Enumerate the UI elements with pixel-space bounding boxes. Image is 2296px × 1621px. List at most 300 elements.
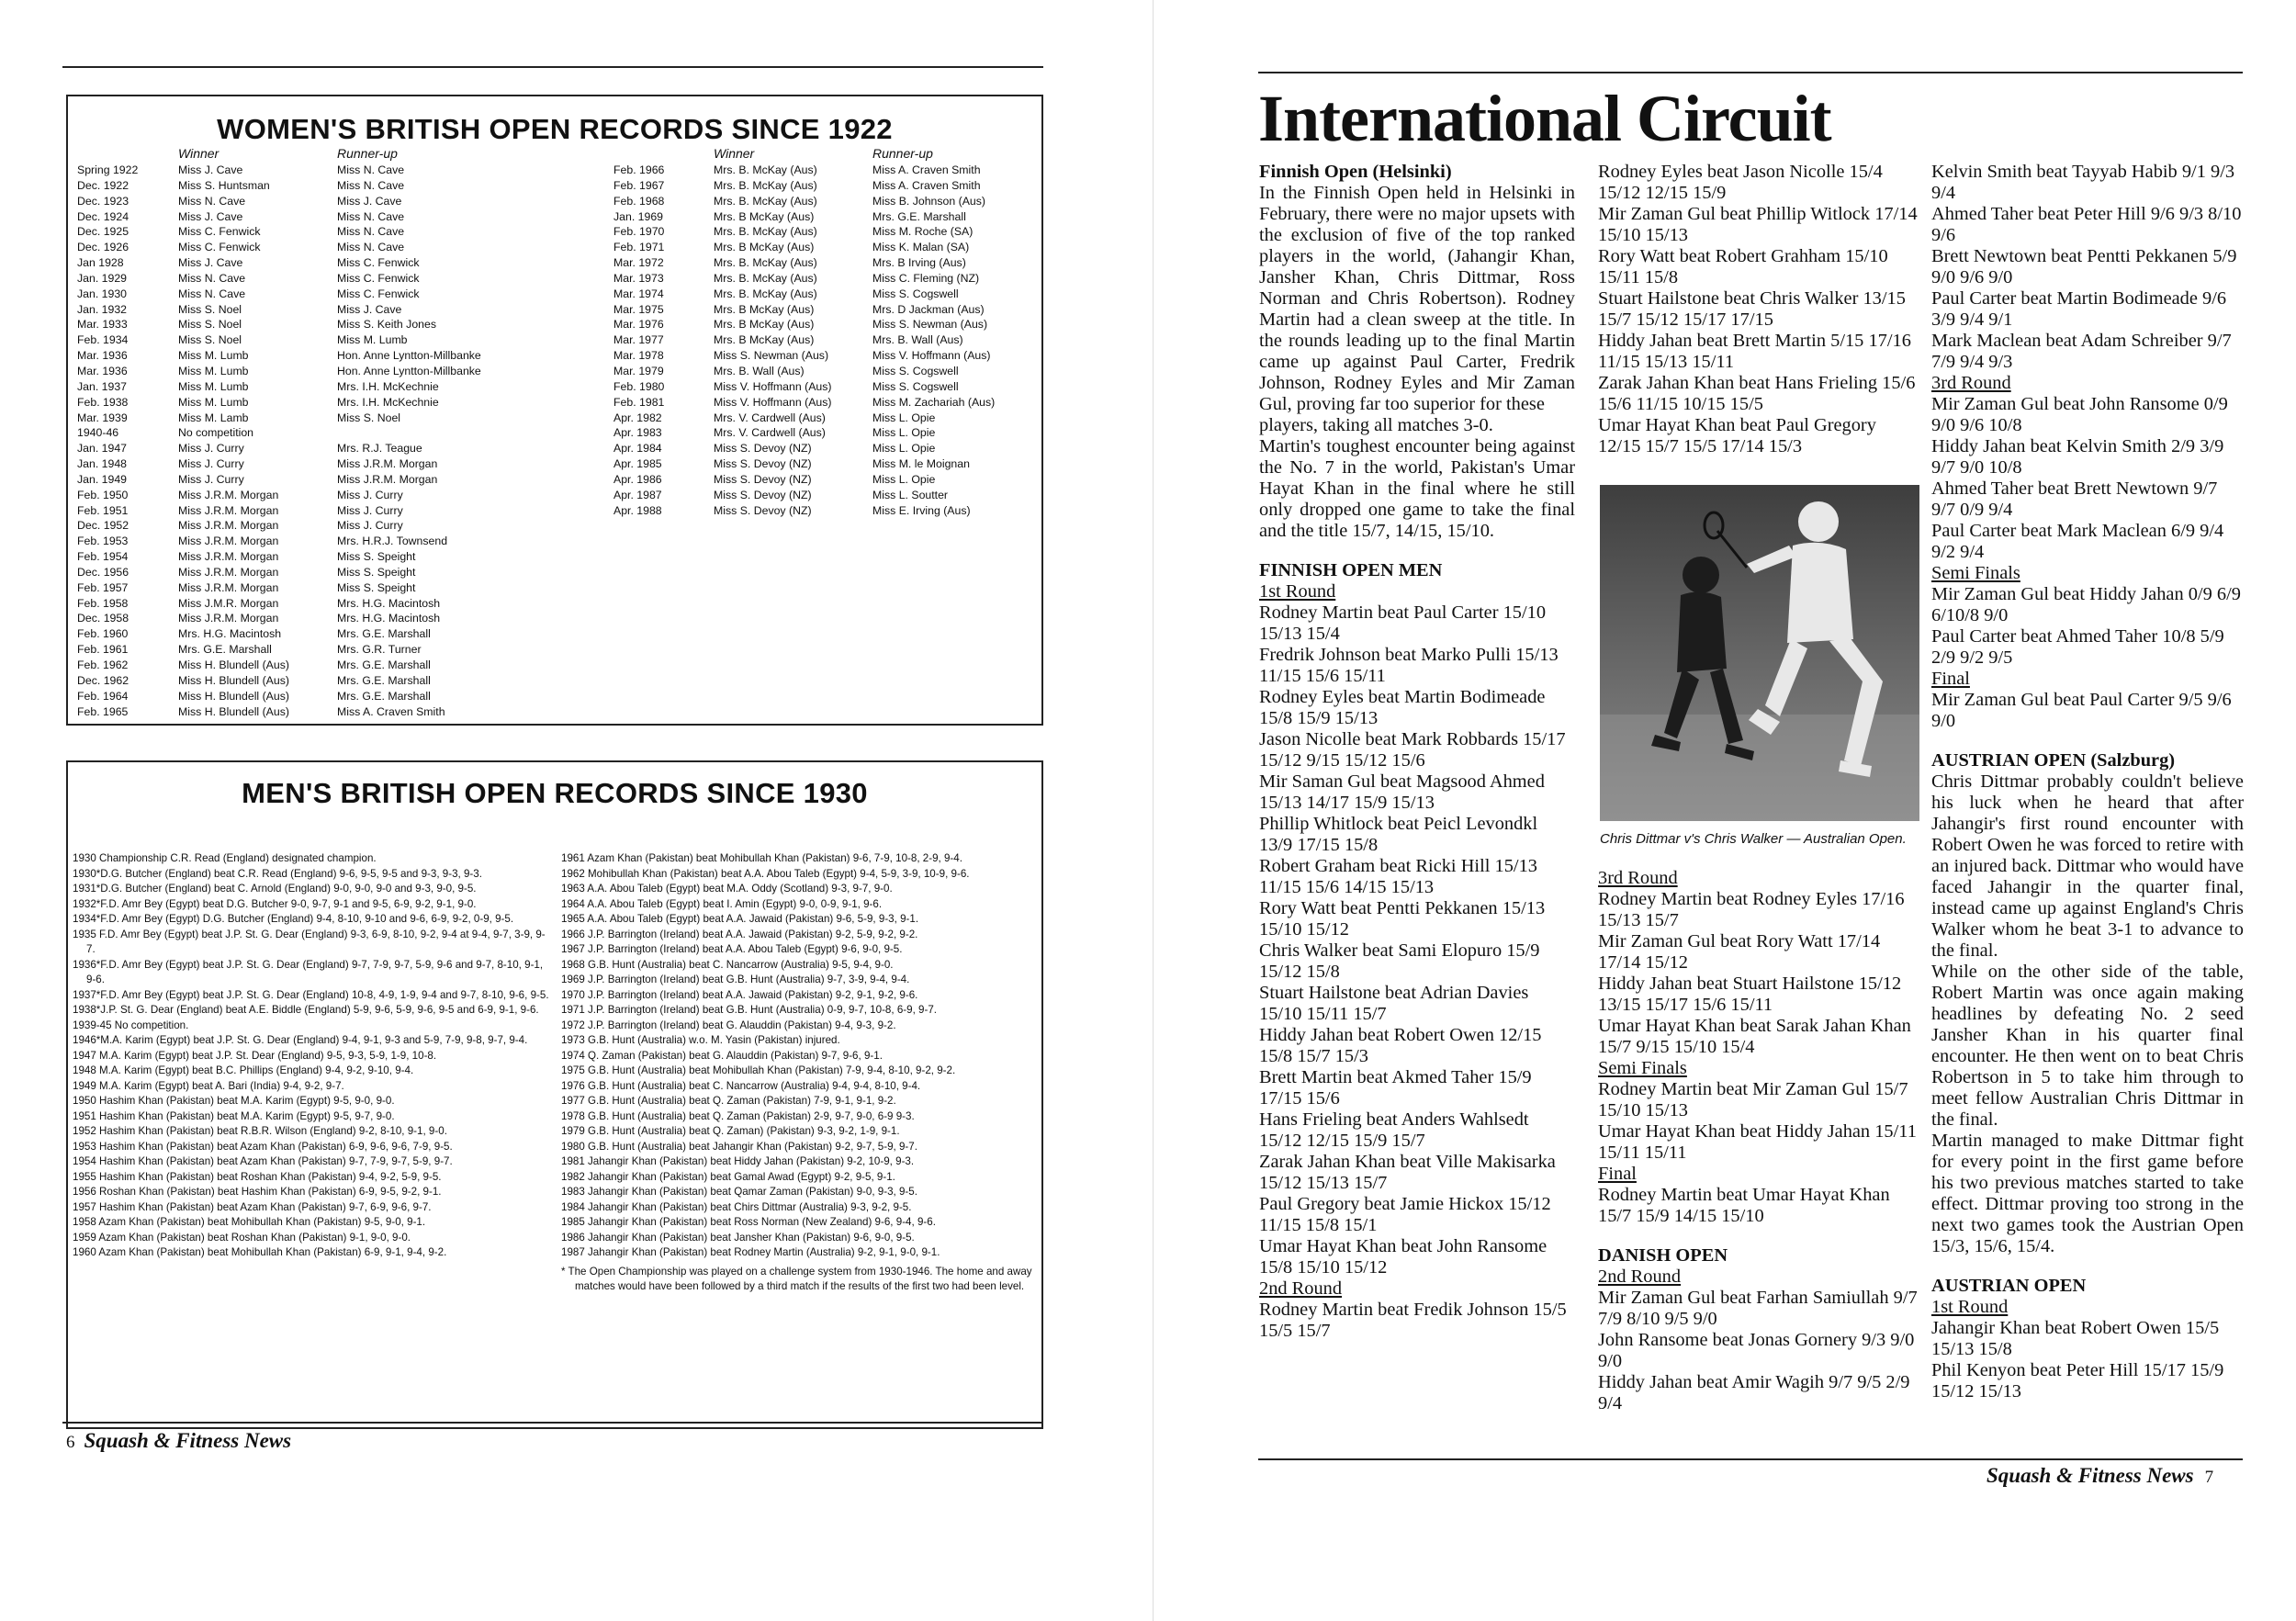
womens-record-row (77, 611, 555, 626)
womens-record-row (77, 224, 555, 240)
article-paragraph: In the Finnish Open held in Helsinki in February, there were no major upsets with the exclusion of five of the top ranked players in the world, (Jahangir Khan, Jansher Khan, Chris Dittmar, Ross Norman and Chris Robertson). Rodney Martin had a clean sweep at the title. In the rounds leading up to the final Martin came up against Paul Carter, Fredrik Johnson, Rodney Eyles and Mir Zaman Gul, proving far too superior for these (1259, 183, 1575, 414)
record-winner: Miss J.R.M. Morgan (178, 550, 279, 564)
record-winner: Miss S. Devoy (NZ) (714, 472, 812, 486)
match-result: Hiddy Jahan beat Kelvin Smith 2/9 3/9 9/7 9/0 10/8 (1931, 436, 2224, 478)
mens-record-entry: 1984 Jahangir Khan (Pakistan) beat Chirs Dittmar (Australia) 9-3, 9-2, 9-5. (561, 1200, 912, 1213)
record-date: Feb. 1951 (77, 503, 129, 517)
record-runnerup: Mrs. H.R.J. Townsend (337, 535, 448, 548)
match-result: Rory Watt beat Pentti Pekkanen 15/13 15/10 15/12 (1259, 898, 1546, 940)
womens-record-row (613, 364, 1036, 379)
round-heading: 1st Round (1259, 581, 1336, 602)
match-result: Rory Watt beat Robert Grahham 15/10 15/11 15/8 (1598, 246, 1888, 287)
mens-record-entry: 1968 G.B. Hunt (Australia) beat C. Nancarrow (Australia) 9-5, 9-4, 9-0. (561, 958, 894, 971)
record-date: Dec. 1956 (77, 565, 129, 579)
article-column-3 (1931, 162, 2244, 1402)
record-runnerup: Miss M. Roche (SA) (872, 225, 974, 239)
record-winner: Mrs. B. McKay (Aus) (714, 194, 817, 208)
record-date: Mar. 1939 (77, 411, 128, 424)
record-runnerup: Miss J. Cave (337, 194, 402, 208)
record-runnerup: Miss N. Cave (337, 241, 405, 254)
match-result: Hiddy Jahan beat Brett Martin 5/15 17/16 11/15 15/13 15/11 (1598, 331, 1911, 372)
record-runnerup: Mrs. G.E. Marshall (337, 673, 431, 687)
record-runnerup: Mrs. I.H. McKechnie (337, 379, 439, 393)
mens-record-entry: 1960 Azam Khan (Pakistan) beat Mohibullah Khan (Pakistan) 6-9, 9-1, 9-4, 9-2. (73, 1246, 447, 1258)
record-winner: Miss S. Newman (Aus) (714, 349, 829, 363)
match-result: Hans Frieling beat Anders Wahlsedt 15/12 12/15 15/9 15/7 (1259, 1109, 1529, 1151)
womens-record-row (77, 488, 555, 503)
record-winner: Miss S. Noel (178, 318, 242, 332)
record-date: Mar. 1978 (613, 349, 664, 363)
record-date: Dec. 1962 (77, 673, 129, 687)
match-result: Jason Nicolle beat Mark Robbards 15/17 15/12 9/15 15/12 15/6 (1259, 729, 1566, 771)
record-winner: Miss J. Curry (178, 442, 244, 456)
record-date: Feb. 1964 (77, 689, 129, 703)
record-winner: Miss S. Devoy (NZ) (714, 457, 812, 471)
section-spacer (1931, 732, 2244, 750)
match-result: Umar Hayat Khan beat Sarak Jahan Khan 15/7 9/15 15/10 15/4 (1598, 1016, 1911, 1057)
match-result: Umar Hayat Khan beat Hiddy Jahan 15/11 15/11 15/11 (1598, 1121, 1917, 1163)
record-date: Dec. 1925 (77, 225, 129, 239)
record-winner: Miss J. Cave (178, 163, 243, 176)
mens-record-entry: 1971 J.P. Barrington (Ireland) beat G.B. Hunt (Australia) 0-9, 9-7, 10-8, 6-9, 9-7. (561, 1004, 937, 1016)
record-runnerup: Miss S. Speight (337, 565, 416, 579)
match-result: Rodney Martin beat Fredik Johnson 15/5 15/5 15/7 (1259, 1300, 1567, 1341)
record-winner: Miss S. Noel (178, 302, 242, 316)
runnerup-heading-left: Runner-up (337, 146, 398, 161)
record-runnerup: Miss J. Curry (337, 503, 403, 517)
record-date: Dec. 1923 (77, 194, 129, 208)
womens-record-row (613, 178, 1036, 194)
record-winner: Miss J.R.M. Morgan (178, 535, 279, 548)
section-heading: Finnish Open (Helsinki) (1259, 162, 1452, 182)
womens-record-row (77, 456, 555, 472)
record-date: Feb. 1958 (77, 596, 129, 610)
match-result: Mir Zaman Gul beat John Ransome 0/9 9/0 9/6 10/8 (1931, 394, 2228, 435)
record-winner: No competition (178, 426, 254, 440)
womens-record-row (613, 317, 1036, 332)
round-heading: 1st Round (1931, 1297, 2009, 1317)
record-winner: Miss H. Blundell (Aus) (178, 659, 289, 671)
womens-record-row (77, 472, 555, 488)
womens-record-row (77, 689, 555, 704)
record-runnerup: Hon. Anne Lyntton-Millbanke (337, 364, 481, 377)
record-date: Feb. 1934 (77, 333, 129, 347)
womens-record-row (77, 425, 555, 441)
record-date: Mar. 1975 (613, 302, 664, 316)
match-result: Brett Martin beat Akmed Taher 15/9 17/15 15/6 (1259, 1067, 1532, 1109)
match-result: Rodney Martin beat Umar Hayat Khan 15/7 15/9 14/15 15/10 (1598, 1185, 1890, 1226)
record-date: Feb. 1962 (77, 659, 129, 671)
page-number-right: 7 (2204, 1468, 2214, 1487)
record-winner: Miss C. Fenwick (178, 225, 261, 239)
mens-record-entry: 1966 J.P. Barrington (Ireland) beat A.A. Jawaid (Pakistan) 9-2, 5-9, 9-2, 9-2. (561, 928, 918, 940)
record-date: Apr. 1986 (613, 472, 662, 486)
record-date: Mar. 1977 (613, 333, 664, 347)
record-date: Feb. 1938 (77, 395, 129, 409)
womens-record-row (77, 317, 555, 332)
bottom-rule-left (62, 1422, 1043, 1424)
mens-record-entry: 1936*F.D. Amr Bey (Egypt) beat J.P. St. G. Dear (England) 9-7, 7-9, 9-7, 5-9, 9-6 and 9-7, 8-10, 9-1, 9-6. (73, 958, 544, 985)
round-heading: Final (1931, 669, 1970, 689)
womens-record-row (613, 425, 1036, 441)
mens-record-entry: 1947 M.A. Karim (Egypt) beat J.P. St. Dear (England) 9-5, 9-3, 5-9, 1-9, 10-8. (73, 1049, 437, 1062)
record-runnerup: Mrs. H.G. Macintosh (337, 596, 441, 610)
record-runnerup: Miss M. Zachariah (Aus) (872, 395, 996, 409)
mens-record-entry: 1974 Q. Zaman (Pakistan) beat G. Alauddin (Pakistan) 9-7, 9-6, 9-1. (561, 1049, 883, 1062)
match-result: Stuart Hailstone beat Adrian Davies 15/10 15/11 15/7 (1259, 983, 1529, 1024)
mens-record-entry: 1950 Hashim Khan (Pakistan) beat M.A. Karim (Egypt) 9-5, 9-0, 9-0. (73, 1095, 395, 1107)
record-date: Dec. 1952 (77, 519, 129, 533)
article-paragraph: players, taking all matches 3-0. (1259, 415, 1493, 435)
record-winner: Miss S. Devoy (NZ) (714, 503, 812, 517)
womens-record-row (77, 580, 555, 596)
mens-record-entry: 1972 J.P. Barrington (Ireland) beat G. Alauddin (Pakistan) 9-4, 9-3, 9-2. (561, 1019, 896, 1031)
record-date: Feb. 1971 (613, 241, 665, 254)
record-winner: Mrs. B McKay (Aus) (714, 333, 815, 347)
match-result: John Ransome beat Jonas Gornery 9/3 9/0 9/0 (1598, 1330, 1915, 1371)
publication-name-right: Squash & Fitness News (1986, 1464, 2194, 1487)
record-runnerup: Miss C. Fenwick (337, 256, 420, 270)
match-result: Jahangir Khan beat Robert Owen 15/5 15/13 15/8 (1931, 1318, 2220, 1359)
mens-record-entry: 1959 Azam Khan (Pakistan) beat Roshan Khan (Pakistan) 9-1, 9-0, 9-0. (73, 1231, 411, 1244)
record-runnerup: Miss A. Craven Smith (337, 704, 445, 718)
round-heading: 2nd Round (1259, 1278, 1343, 1299)
mens-record-entry: 1980 G.B. Hunt (Australia) beat Jahangir Khan (Pakistan) 9-2, 9-7, 5-9, 9-7. (561, 1140, 917, 1153)
record-runnerup: Miss A. Craven Smith (872, 178, 981, 192)
section-heading: FINNISH OPEN MEN (1259, 560, 1443, 580)
record-runnerup: Miss L. Opie (872, 472, 936, 486)
womens-record-row (613, 194, 1036, 209)
womens-record-row (613, 163, 1036, 178)
match-result: Paul Gregory beat Jamie Hickox 15/12 11/15 15/8 15/1 (1259, 1194, 1551, 1235)
womens-record-row (77, 658, 555, 673)
article-column-2-lower (1598, 868, 1921, 1414)
record-date: Mar. 1973 (613, 271, 664, 285)
womens-record-row (613, 240, 1036, 255)
section-spacer (1931, 1257, 2244, 1276)
match-result: Rodney Martin beat Rodney Eyles 17/16 15/13 15/7 (1598, 889, 1905, 930)
record-runnerup: Miss M. Lumb (337, 333, 408, 347)
page-number-left: 6 (66, 1433, 75, 1452)
mens-record-entry: 1963 A.A. Abou Taleb (Egypt) beat M.A. Oddy (Scotland) 9-3, 9-7, 9-0. (561, 883, 893, 895)
winner-heading-right: Winner (714, 146, 755, 161)
record-winner: Miss J.R.M. Morgan (178, 488, 279, 501)
record-date: Mar. 1972 (613, 256, 664, 270)
record-runnerup: Miss E. Irving (Aus) (872, 503, 971, 517)
match-result: Fredrik Johnson beat Marko Pulli 15/13 11/15 15/6 15/11 (1259, 645, 1559, 686)
record-winner: Mrs. B. McKay (Aus) (714, 287, 817, 300)
womens-record-row (77, 240, 555, 255)
womens-record-row (613, 503, 1036, 519)
record-winner: Mrs. V. Cardwell (Aus) (714, 426, 826, 440)
record-winner: Miss J.R.M. Morgan (178, 519, 279, 533)
record-winner: Mrs. B McKay (Aus) (714, 302, 815, 316)
round-heading: 3rd Round (1931, 373, 2011, 393)
record-winner: Miss J.R.M. Morgan (178, 612, 279, 625)
mens-record-entry: 1930*D.G. Butcher (England) beat C.R. Read (England) 9-6, 9-5, 9-5 and 9-3, 9-3, 9-3. (73, 867, 482, 880)
record-date: Feb. 1960 (77, 627, 129, 641)
match-result: Rodney Martin beat Mir Zaman Gul 15/7 15/10 15/13 (1598, 1079, 1908, 1120)
mens-record-entry: 1935 F.D. Amr Bey (Egypt) beat J.P. St. G. Dear (England) 9-3, 6-9, 8-10, 9-2, 9-4 at 9-4, 9-7, 3-9, 9-7. (73, 928, 546, 955)
record-date: Spring 1922 (77, 163, 139, 176)
record-runnerup: Mrs. H.G. Macintosh (337, 612, 441, 625)
record-date: Dec. 1926 (77, 241, 129, 254)
record-runnerup: Mrs. G.R. Turner (337, 643, 422, 657)
womens-record-row (613, 348, 1036, 364)
record-date: Dec. 1958 (77, 612, 129, 625)
mens-records-footnote: * The Open Championship was played on a challenge system from 1930-1946. The home and away matches would have been followed by a third match if the results of the first two had been level. (561, 1265, 1032, 1292)
match-result: Umar Hayat Khan beat Paul Gregory 12/15 15/7 15/5 17/14 15/3 (1598, 415, 1876, 456)
record-winner: Miss M. Lumb (178, 364, 249, 377)
record-date: Jan. 1937 (77, 379, 128, 393)
round-heading: 3rd Round (1598, 868, 1678, 888)
record-date: Jan. 1949 (77, 472, 128, 486)
page-gutter (1153, 0, 1154, 1621)
match-result: Umar Hayat Khan beat John Ransome 15/8 15/10 15/12 (1259, 1236, 1548, 1278)
womens-record-row (77, 642, 555, 658)
mens-record-entry: 1983 Jahangir Khan (Pakistan) beat Qamar Zaman (Pakistan) 9-0, 9-3, 9-5. (561, 1186, 917, 1198)
mens-record-entry: 1979 G.B. Hunt (Australia) beat Q. Zaman) (Pakistan) 9-3, 9-2, 1-9, 9-1. (561, 1125, 900, 1137)
match-result: Paul Carter beat Martin Bodimeade 9/6 3/9 9/4 9/1 (1931, 288, 2227, 330)
match-result: Ahmed Taher beat Peter Hill 9/6 9/3 8/10 9/6 (1931, 204, 2242, 245)
womens-record-row (77, 549, 555, 565)
record-winner: Miss J.M.R. Morgan (178, 596, 279, 610)
mens-record-entry: 1967 J.P. Barrington (Ireland) beat A.A. Abou Taleb (Egypt) 9-6, 9-0, 9-5. (561, 943, 903, 955)
record-date: Feb. 1965 (77, 704, 129, 718)
record-winner: Miss J.R.M. Morgan (178, 565, 279, 579)
mens-record-entry: 1976 G.B. Hunt (Australia) beat C. Nancarrow (Australia) 9-4, 9-4, 8-10, 9-4. (561, 1079, 921, 1092)
womens-record-row (77, 626, 555, 642)
mens-records-list-right (561, 851, 1039, 1295)
mens-record-entry: 1970 J.P. Barrington (Ireland) beat A.A. Jawaid (Pakistan) 9-2, 9-1, 9-2, 9-6. (561, 988, 918, 1001)
footer-left (66, 1429, 291, 1453)
match-result: Rodney Martin beat Paul Carter 15/10 15/13 15/4 (1259, 602, 1547, 644)
section-spacer (1259, 542, 1575, 560)
mens-record-entry: 1969 J.P. Barrington (Ireland) beat G.B. Hunt (Australia) 9-7, 3-9, 9-4, 9-4. (561, 974, 910, 985)
record-runnerup: Hon. Anne Lyntton-Millbanke (337, 349, 481, 363)
womens-record-row (77, 255, 555, 271)
record-date: Apr. 1983 (613, 426, 662, 440)
record-winner: Miss S. Huntsman (178, 178, 270, 192)
record-runnerup: Mrs. G.E. Marshall (337, 689, 431, 703)
match-result: Mir Zaman Gul beat Farhan Samiullah 9/7 7/9 8/10 9/5 9/0 (1598, 1288, 1918, 1329)
article-paragraph: Chris Dittmar probably couldn't believe his luck when he heard that after Jahangir's first round encounter with Robert Owen he was forced to retire with an injured back. Dittmar who would have faced Jahangir in the quarter final, instead came up against England's Chris Walker whom he beat 3-1 to advance to the final. (1931, 771, 2244, 961)
record-winner: Mrs. B. Wall (Aus) (714, 364, 805, 377)
mens-record-entry: 1955 Hashim Khan (Pakistan) beat Roshan Khan (Pakistan) 9-4, 9-2, 5-9, 9-5. (73, 1170, 442, 1183)
womens-record-row (613, 379, 1036, 395)
mens-record-entry: 1952 Hashim Khan (Pakistan) beat R.B.R. Wilson (England) 9-2, 8-10, 9-1, 9-0. (73, 1125, 447, 1137)
womens-record-row (77, 209, 555, 225)
record-winner: Miss J.R.M. Morgan (178, 503, 279, 517)
record-runnerup: Mrs. B. Wall (Aus) (872, 333, 963, 347)
record-winner: Miss H. Blundell (Aus) (178, 689, 289, 703)
record-runnerup: Miss S. Speight (337, 580, 416, 594)
record-runnerup: Mrs. G.E. Marshall (337, 659, 431, 671)
record-winner: Miss S. Devoy (NZ) (714, 488, 812, 501)
mens-record-entry: 1957 Hashim Khan (Pakistan) beat Azam Khan (Pakistan) 9-7, 6-9, 9-6, 9-7. (73, 1200, 432, 1213)
record-winner: Mrs. B. McKay (Aus) (714, 271, 817, 285)
mens-record-entry: 1946*M.A. Karim (Egypt) beat J.P. St. G. Dear (England) 9-4, 9-1, 9-3 and 5-9, 7-9, 9-8, 9-7, 9-4. (73, 1034, 528, 1046)
womens-record-row (77, 704, 555, 720)
record-date: Feb. 1970 (613, 225, 665, 239)
record-runnerup: Miss B. Johnson (Aus) (872, 194, 986, 208)
record-runnerup: Mrs. B Irving (Aus) (872, 256, 966, 270)
record-date: Feb. 1968 (613, 194, 665, 208)
match-result: Zarak Jahan Khan beat Ville Makisarka 15/12 15/13 15/7 (1259, 1152, 1556, 1193)
mens-record-entry: 1961 Azam Khan (Pakistan) beat Mohibullah Khan (Pakistan) 9-6, 7-9, 10-8, 2-9, 9-4. (561, 852, 962, 864)
womens-record-row (77, 194, 555, 209)
mens-record-entry: 1949 M.A. Karim (Egypt) beat A. Bari (India) 9-4, 9-2, 9-7. (73, 1079, 344, 1092)
match-result: Mir Zaman Gul beat Paul Carter 9/5 9/6 9/0 (1931, 690, 2232, 731)
record-runnerup: Miss M. le Moignan (872, 457, 970, 471)
section-heading: AUSTRIAN OPEN (Salzburg) (1931, 750, 2176, 771)
record-runnerup: Mrs. D Jackman (Aus) (872, 302, 985, 316)
section-spacer (1598, 1227, 1921, 1245)
womens-record-row (77, 503, 555, 519)
section-heading: DANISH OPEN (1598, 1245, 1728, 1266)
record-winner: Miss N. Cave (178, 271, 246, 285)
match-result: Mir Zaman Gul beat Rory Watt 17/14 17/14 15/12 (1598, 931, 1881, 973)
womens-records-table-right (613, 163, 1036, 518)
mens-record-entry: 1953 Hashim Khan (Pakistan) beat Azam Khan (Pakistan) 6-9, 9-6, 9-6, 7-9, 9-5. (73, 1140, 453, 1153)
record-runnerup: Miss N. Cave (337, 163, 405, 176)
mens-record-entry: 1982 Jahangir Khan (Pakistan) beat Gamal Awad (Egypt) 9-2, 9-5, 9-1. (561, 1170, 895, 1183)
mens-record-entry: 1938*J.P. St. G. Dear (England) beat A.E. Biddle (England) 5-9, 9-6, 5-9, 9-6, 9-5 and 6-9, 9-1, 9-6. (73, 1004, 539, 1016)
record-date: Jan. 1929 (77, 271, 128, 285)
mens-records-box (66, 760, 1043, 1429)
record-runnerup: Miss N. Cave (337, 178, 405, 192)
match-photo (1600, 485, 1919, 821)
record-winner: Miss J. Curry (178, 472, 244, 486)
mens-record-entry: 1987 Jahangir Khan (Pakistan) beat Rodney Martin (Australia) 9-2, 9-1, 9-0, 9-1. (561, 1246, 940, 1258)
record-runnerup: Mrs. R.J. Teague (337, 442, 422, 456)
record-winner: Miss M. Lumb (178, 395, 249, 409)
record-runnerup: Miss N. Cave (337, 225, 405, 239)
match-result: Rodney Eyles beat Martin Bodimeade 15/8 15/9 15/13 (1259, 687, 1546, 728)
record-runnerup: Miss L. Opie (872, 442, 936, 456)
record-winner: Mrs. B McKay (Aus) (714, 209, 815, 223)
record-runnerup: Miss J.R.M. Morgan (337, 472, 438, 486)
mens-record-entry: 1956 Roshan Khan (Pakistan) beat Hashim Khan (Pakistan) 6-9, 9-5, 9-2, 9-1. (73, 1186, 442, 1198)
record-runnerup: Miss S. Noel (337, 411, 401, 424)
mens-record-entry: 1934*F.D. Amr Bey (Egypt) D.G. Butcher (England) 9-4, 8-10, 9-10 and 9-6, 6-9, 9-2, 0-9, 9-5. (73, 913, 514, 925)
womens-record-row (77, 271, 555, 287)
mens-record-entry: 1937*F.D. Amr Bey (Egypt) beat J.P. St. G. Dear (England) 10-8, 4-9, 1-9, 9-4 and 9-7, 8-10, 9-6, 9-5. (73, 988, 549, 1001)
mens-record-entry: 1978 G.B. Hunt (Australia) beat Q. Zaman (Pakistan) 2-9, 9-7, 9-0, 6-9 9-3. (561, 1109, 915, 1122)
record-date: Apr. 1982 (613, 411, 662, 424)
record-winner: Mrs. B McKay (Aus) (714, 241, 815, 254)
record-winner: Miss M. Lamb (178, 411, 249, 424)
match-result: Hiddy Jahan beat Amir Wagih 9/7 9/5 2/9 9/4 (1598, 1372, 1910, 1413)
record-winner: Mrs. H.G. Macintosh (178, 627, 282, 641)
record-runnerup: Mrs. G.E. Marshall (872, 209, 966, 223)
match-result: Robert Graham beat Ricki Hill 15/13 11/15 15/6 14/15 15/13 (1259, 856, 1537, 897)
record-date: Apr. 1987 (613, 488, 662, 501)
record-runnerup: Miss A. Craven Smith (872, 163, 981, 176)
mens-record-entry: 1962 Mohibullah Khan (Pakistan) beat A.A. Abou Taleb (Egypt) 9-4, 5-9, 3-9, 10-9, 9-6. (561, 867, 970, 880)
record-runnerup: Miss J. Curry (337, 488, 403, 501)
match-result: Chris Walker beat Sami Elopuro 15/9 15/12 15/8 (1259, 940, 1540, 982)
record-runnerup: Miss C. Fleming (NZ) (872, 271, 980, 285)
record-date: Mar. 1979 (613, 364, 664, 377)
mens-record-entry: 1975 G.B. Hunt (Australia) beat Mohibullah Khan (Pakistan) 7-9, 9-4, 8-10, 9-2, 9-2. (561, 1064, 956, 1076)
match-result: Paul Carter beat Mark Maclean 6/9 9/4 9/2 9/4 (1931, 521, 2224, 562)
record-winner: Miss J. Cave (178, 256, 243, 270)
record-date: Feb. 1953 (77, 535, 129, 548)
womens-record-row (77, 596, 555, 612)
record-runnerup: Miss K. Malan (SA) (872, 241, 970, 254)
mens-record-entry: 1958 Azam Khan (Pakistan) beat Mohibullah Khan (Pakistan) 9-5, 9-0, 9-1. (73, 1216, 426, 1228)
record-winner: Miss H. Blundell (Aus) (178, 673, 289, 687)
womens-record-row (613, 472, 1036, 488)
womens-record-row (613, 395, 1036, 411)
footer-right (1986, 1464, 2213, 1488)
record-runnerup: Miss S. Cogswell (872, 364, 959, 377)
mens-record-entry: 1973 G.B. Hunt (Australia) w.o. M. Yasin (Pakistan) injured. (561, 1034, 840, 1046)
mens-record-entry: 1981 Jahangir Khan (Pakistan) beat Hiddy Jahan (Pakistan) 9-2, 10-9, 9-3. (561, 1155, 915, 1167)
record-date: Feb. 1961 (77, 643, 129, 657)
womens-record-row (613, 411, 1036, 426)
photo-caption: Chris Dittmar v's Chris Walker — Australian Open. (1600, 831, 1907, 847)
mens-record-entry: 1954 Hashim Khan (Pakistan) beat Azam Khan (Pakistan) 9-7, 7-9, 9-7, 5-9, 9-7. (73, 1155, 453, 1167)
record-date: Apr. 1988 (613, 503, 662, 517)
record-runnerup: Miss L. Opie (872, 426, 936, 440)
record-runnerup: Miss S. Cogswell (872, 379, 959, 393)
mens-record-entry: 1964 A.A. Abou Taleb (Egypt) beat I. Amin (Egypt) 9-0, 0-9, 9-1, 9-6. (561, 897, 883, 910)
article-headline: International Circuit (1258, 82, 1831, 155)
record-runnerup: Miss J. Curry (337, 519, 403, 533)
record-date: Jan. 1948 (77, 457, 128, 471)
record-date: Feb. 1981 (613, 395, 665, 409)
record-winner: Miss M. Lumb (178, 349, 249, 363)
womens-record-row (77, 163, 555, 178)
record-date: Feb. 1954 (77, 550, 129, 564)
record-winner: Miss H. Blundell (Aus) (178, 704, 289, 718)
article-paragraph: Martin's toughest encounter being against the No. 7 in the world, Pakistan's Umar Hayat Khan in the final where he still only dropped one game to take the final and the title 15/7, 14/15, 15/10. (1259, 436, 1575, 541)
record-date: Jan 1928 (77, 256, 124, 270)
record-date: Jan. 1932 (77, 302, 128, 316)
record-date: Mar. 1976 (613, 318, 664, 332)
womens-record-row (613, 332, 1036, 348)
match-result: Hiddy Jahan beat Stuart Hailstone 15/12 13/15 15/17 15/6 15/11 (1598, 974, 1902, 1015)
record-winner: Mrs. G.E. Marshall (178, 643, 272, 657)
womens-record-row (77, 379, 555, 395)
record-runnerup: Mrs. I.H. McKechnie (337, 395, 439, 409)
record-winner: Miss S. Noel (178, 333, 242, 347)
mens-record-entry: 1931*D.G. Butcher (England) beat C. Arnold (England) 9-0, 9-0, 9-0 and 9-3, 9-0, 9-5. (73, 883, 477, 895)
squash-players-image (1600, 485, 1919, 821)
record-winner: Miss N. Cave (178, 287, 246, 300)
womens-record-row (77, 287, 555, 302)
womens-record-row (613, 441, 1036, 456)
bottom-rule-right (1258, 1458, 2243, 1460)
round-heading: 2nd Round (1598, 1266, 1682, 1287)
record-winner: Miss V. Hoffmann (Aus) (714, 395, 832, 409)
winner-heading-left: Winner (178, 146, 219, 161)
womens-record-row (77, 348, 555, 364)
round-heading: Final (1598, 1164, 1637, 1184)
womens-record-row (613, 456, 1036, 472)
record-date: Jan. 1930 (77, 287, 128, 300)
match-result: Mir Saman Gul beat Magsood Ahmed 15/13 14/17 15/9 15/13 (1259, 771, 1545, 813)
record-runnerup: Miss L. Soutter (872, 488, 949, 501)
match-result: Brett Newtown beat Pentti Pekkanen 5/9 9/0 9/6 9/0 (1931, 246, 2237, 287)
record-runnerup: Miss S. Cogswell (872, 287, 959, 300)
record-date: 1940-46 (77, 426, 119, 440)
article-paragraph: While on the other side of the table, Robert Martin was once again making headlines by defeating No. 2 seed Jansher Khan in his quarter final encounter. He then went on to beat Chris Robertson in 5 to take him through to meet fellow Australian Chris Dittmar in the final. (1931, 962, 2244, 1130)
womens-records-table-left (77, 163, 555, 719)
record-runnerup: Miss S. Keith Jones (337, 318, 436, 332)
